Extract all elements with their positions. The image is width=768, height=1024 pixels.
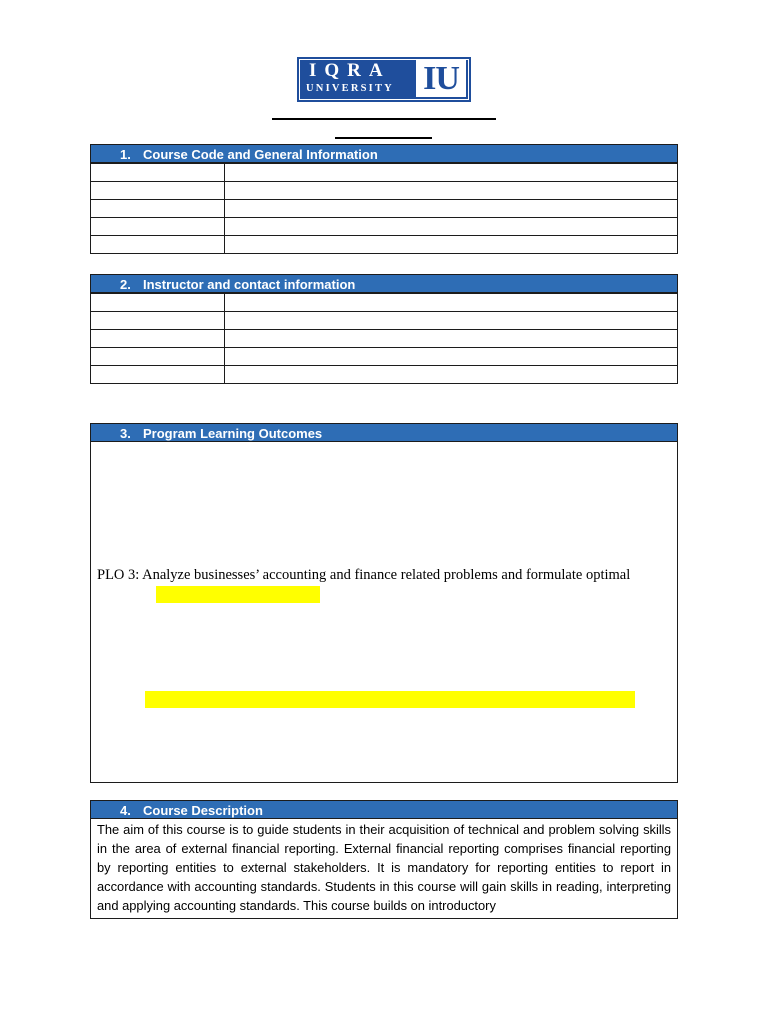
table-cell bbox=[91, 366, 225, 384]
logo-monogram: IU bbox=[416, 60, 466, 97]
table-cell bbox=[225, 218, 678, 236]
section-description bbox=[90, 800, 678, 819]
course-info-table bbox=[90, 163, 678, 254]
section-number: 1. bbox=[120, 147, 131, 162]
logo-word-iqra: IQRA bbox=[309, 60, 391, 81]
table-row bbox=[91, 218, 678, 236]
section-number: 4. bbox=[120, 803, 131, 818]
table-cell bbox=[91, 312, 225, 330]
table-row bbox=[91, 348, 678, 366]
highlight-block bbox=[145, 691, 635, 708]
section-plo bbox=[90, 423, 678, 442]
table-cell bbox=[91, 200, 225, 218]
table-row bbox=[91, 366, 678, 384]
table-cell bbox=[225, 236, 678, 254]
table-cell bbox=[91, 330, 225, 348]
plo-content bbox=[90, 441, 678, 783]
section-number: 3. bbox=[120, 426, 131, 441]
table-row bbox=[91, 330, 678, 348]
logo-word-university: UNIVERSITY bbox=[306, 83, 394, 94]
table-row bbox=[91, 236, 678, 254]
section-title: Course Description bbox=[143, 803, 263, 818]
table-cell bbox=[91, 164, 225, 182]
table-cell bbox=[225, 182, 678, 200]
course-description-box bbox=[90, 819, 678, 919]
table-cell bbox=[91, 236, 225, 254]
table-row bbox=[91, 312, 678, 330]
instructor-table bbox=[90, 293, 678, 384]
subtitle-rule bbox=[335, 137, 432, 139]
iqra-university-logo bbox=[297, 57, 471, 102]
course-description-text: The aim of this course is to guide students in their acquisition of technical and problem solving skills in the area of external financial reporting. External financial reporting comprises financial reporting by reporting entities to external stakeholders. It is mandatory for reporting entities to report in accordance with accounting standards. Students in this course will gain skills in reading, interpreting and applying accounting standards. This course builds on introductory bbox=[97, 822, 671, 913]
section-header bbox=[90, 800, 678, 819]
table-cell bbox=[91, 348, 225, 366]
section-course-code bbox=[90, 144, 678, 254]
section-header bbox=[90, 274, 678, 293]
table-cell bbox=[225, 164, 678, 182]
table-cell bbox=[225, 200, 678, 218]
section-title: Course Code and General Information bbox=[143, 147, 378, 162]
section-header bbox=[90, 423, 678, 442]
section-title: Program Learning Outcomes bbox=[143, 426, 323, 441]
highlight-block bbox=[156, 586, 320, 603]
table-cell bbox=[225, 348, 678, 366]
table-cell bbox=[91, 218, 225, 236]
section-header bbox=[90, 144, 678, 163]
section-number: 2. bbox=[120, 277, 131, 292]
table-row bbox=[91, 164, 678, 182]
plo-3-text: PLO 3: Analyze businesses’ accounting and finance related problems and formulate optimal bbox=[97, 567, 631, 583]
table-row bbox=[91, 200, 678, 218]
table-row bbox=[91, 182, 678, 200]
title-rule bbox=[272, 118, 496, 120]
table-cell bbox=[225, 366, 678, 384]
section-instructor bbox=[90, 274, 678, 384]
table-cell bbox=[225, 294, 678, 312]
section-title: Instructor and contact information bbox=[143, 277, 356, 292]
table-row bbox=[91, 294, 678, 312]
table-cell bbox=[91, 182, 225, 200]
table-cell bbox=[225, 312, 678, 330]
table-cell bbox=[225, 330, 678, 348]
table-cell bbox=[91, 294, 225, 312]
